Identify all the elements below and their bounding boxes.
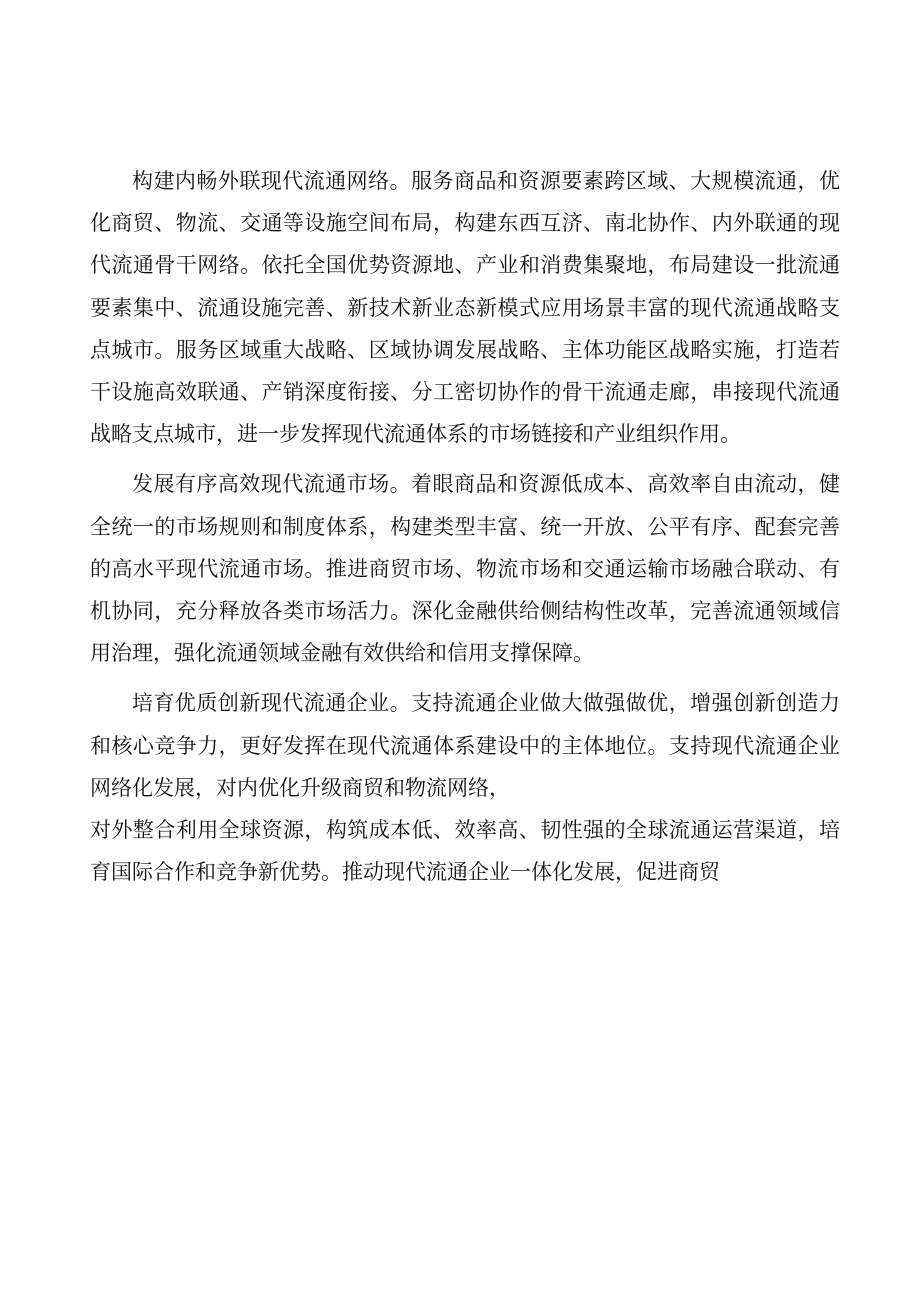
paragraph-circulation-enterprises: 培育优质创新现代流通企业。支持流通企业做大做强做优，增强创新创造力和核心竞争力，更好发挥在现代流通体系建设中的主体地位。支持现代流通企业网络化发展，对内优化升级商贸和物流网络，	[90, 691, 840, 800]
paragraph-global-resources: 对外整合利用全球资源，构筑成本低、效率高、韧性强的全球流通运营渠道，培育国际合作和竞争新优势。推动现代流通企业一体化发展，促进商贸	[90, 818, 840, 885]
document-body	[90, 160, 840, 893]
paragraph-circulation-network: 构建内畅外联现代流通网络。服务商品和资源要素跨区域、大规模流通，优化商贸、物流、交通等设施空间布局，构建东西互济、南北协作、内外联通的现代流通骨干网络。依托全国优势资源地、产业和消费集聚地，布局建设一批流通要素集中、流通设施完善、新技术新业态新模式应用场景丰富的现代流通战略支点城市。服务区域重大战略、区域协调发展战略、主体功能区战略实施，打造若干设施高效联通、产销深度衔接、分工密切协作的骨干流通走廊，串接现代流通战略支点城市，进一步发挥现代流通体系的市场链接和产业组织作用。	[90, 169, 840, 447]
paragraph-circulation-market: 发展有序高效现代流通市场。着眼商品和资源低成本、高效率自由流动，健全统一的市场规则和制度体系，构建类型丰富、统一开放、公平有序、配套完善的高水平现代流通市场。推进商贸市场、物流市场和交通运输市场融合联动、有机协同，充分释放各类市场活力。深化金融供给侧结构性改革，完善流通领域信用治理，强化流通领域金融有效供给和信用支撑保障。	[90, 472, 840, 666]
